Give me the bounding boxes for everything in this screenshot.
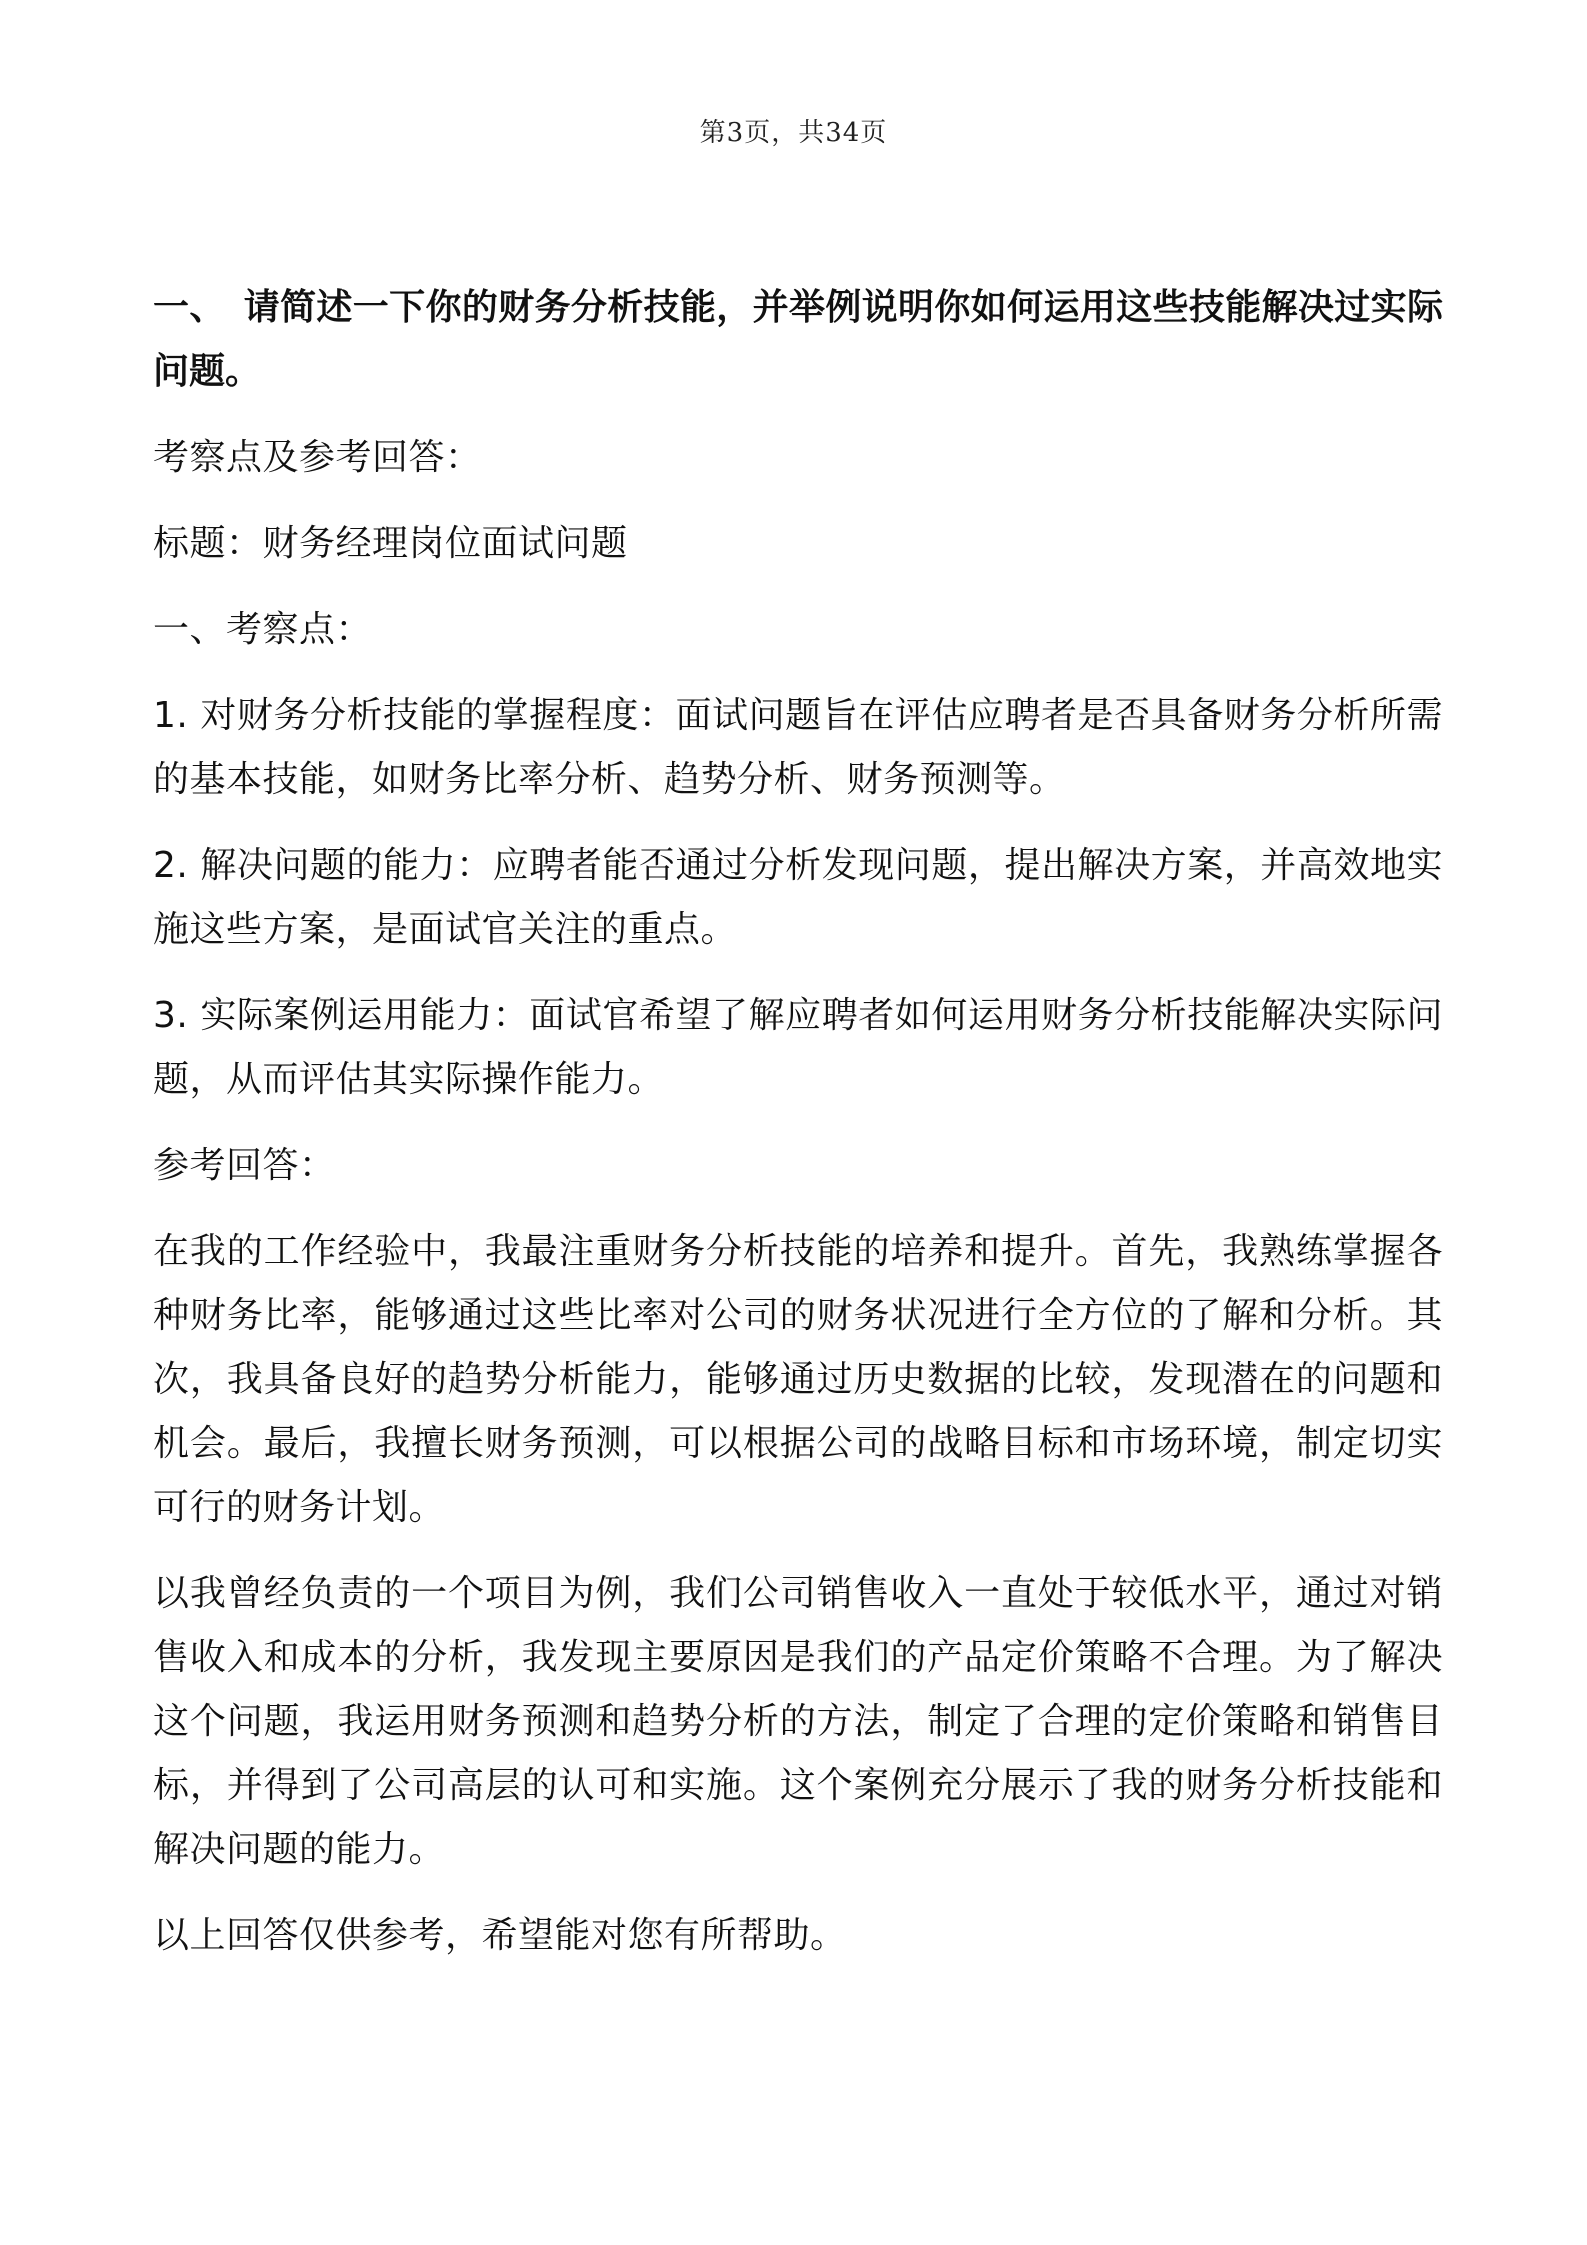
question-heading [153,276,1443,404]
page-indicator: 第3页，共34页 [699,118,888,148]
question-text: 请简述一下你的财务分析技能，并举例说明你如何运用这些技能解决过实际问题。 [153,287,1443,392]
paragraph-closing: 以上回答仅供参考，希望能对您有所帮助。 [153,1915,847,1956]
paragraph-answer-body-2: 以我曾经负责的一个项目为例，我们公司销售收入一直处于较低水平，通过对销售收入和成本的分析，我发现主要原因是我们的产品定价策略不合理。为了解决这个问题，我运用财务预测和趋势分析的方法，制定了合理的定价策略和销售目标，并得到了公司高层的认可和实施。这个案例充分展示了我的财务分析技能和解决问题的能力。 [153,1573,1443,1870]
paragraph-point-2: 2. 解决问题的能力：应聘者能否通过分析发现问题，提出解决方案，并高效地实施这些方案，是面试官关注的重点。 [153,845,1443,950]
paragraph-subheading: 一、考察点： [153,609,373,650]
question-number: 一、 [153,287,226,328]
paragraph-point-1: 1. 对财务分析技能的掌握程度：面试问题旨在评估应聘者是否具备财务分析所需的基本技能，如财务比率分析、趋势分析、财务预测等。 [153,695,1443,800]
page-content [153,276,1443,1990]
paragraph-point-3: 3. 实际案例运用能力：面试官希望了解应聘者如何运用财务分析技能解决实际问题，从而评估其实际操作能力。 [153,995,1443,1100]
paragraph-section-label: 考察点及参考回答： [153,437,482,478]
paragraph-answer-body-1: 在我的工作经验中，我最注重财务分析技能的培养和提升。首先，我熟练掌握各种财务比率，能够通过这些比率对公司的财务状况进行全方位的了解和分析。其次，我具备良好的趋势分析能力，能够通过历史数据的比较，发现潜在的问题和机会。最后，我擅长财务预测，可以根据公司的战略目标和市场环境，制定切实可行的财务计划。 [153,1231,1443,1528]
paragraph-title: 标题：财务经理岗位面试问题 [153,523,628,564]
paragraph-answer-label: 参考回答： [153,1145,336,1186]
